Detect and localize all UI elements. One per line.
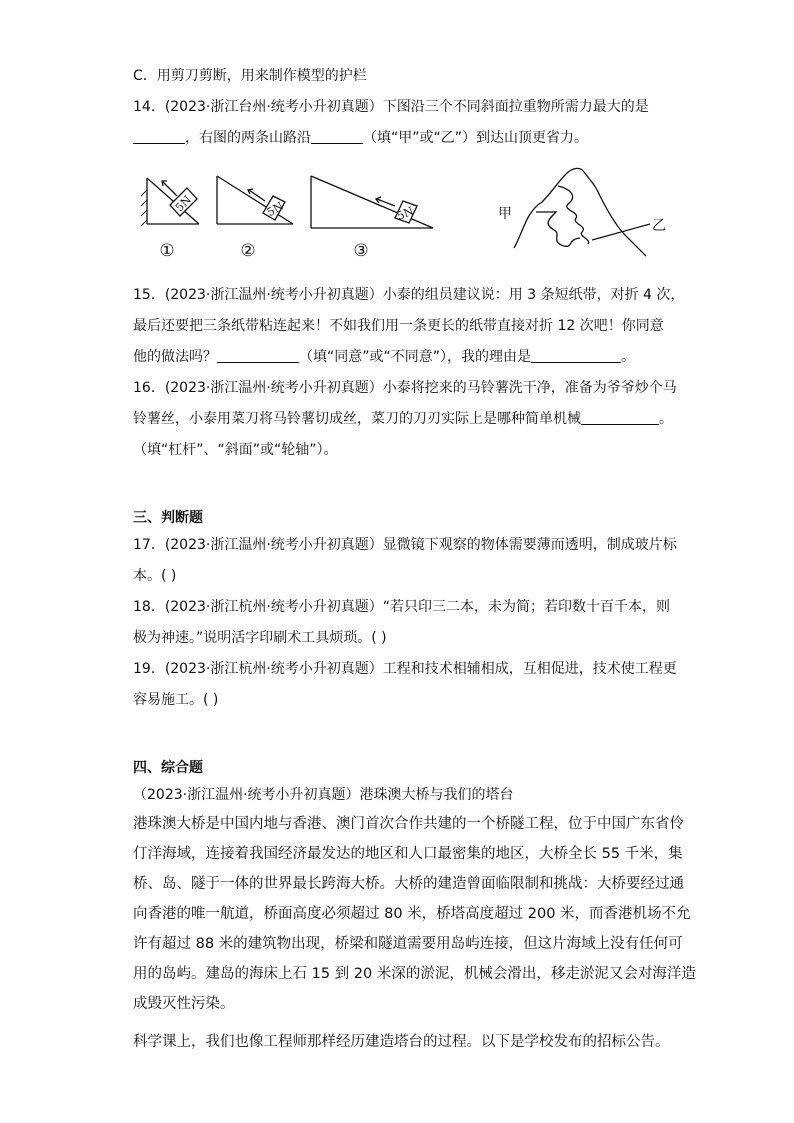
- question-17-line-1: 17．(2023·浙江温州·统考小升初真题）显微镜下观察的物体需要薄而透明，制成玻片标: [133, 537, 677, 553]
- answer-blank[interactable]: [217, 348, 299, 363]
- incline-caption-1: ①: [159, 241, 175, 261]
- passage-line-5: 许有超过 88 米的建筑物出现，桥梁和隧道需要用岛屿连接，但这片海域上没有任何可: [133, 936, 683, 952]
- incline-caption-3: ③: [353, 241, 369, 261]
- answer-blank[interactable]: [133, 129, 185, 144]
- question-16-line-1: 16．(2023·浙江温州·统考小升初真题）小泰将挖来的马铃薯洗干净，准备为爷爷炒个马: [133, 380, 677, 396]
- mountain-outline: [514, 168, 646, 256]
- question-20-source: （2023·浙江温州·统考小升初真题）港珠澳大桥与我们的塔台: [133, 787, 514, 803]
- force-label-3: 5N: [395, 204, 416, 223]
- passage-line-2: 仃洋海域，连接着我国经济最发达的地区和人口最密集的地区，大桥全长 55 千米，集: [133, 846, 683, 862]
- path-jia: [536, 212, 580, 246]
- option-c: C．用剪刀剪断，用来制作模型的护栏: [133, 68, 367, 84]
- path-label-yi: 乙: [652, 218, 666, 234]
- mountain-path-figure: [496, 160, 671, 260]
- incline-2: [217, 176, 293, 224]
- question-18-line-1: 18．(2023·浙江杭州·统考小升初真题）“若只印三二本，未为简；若印数十百千本，则: [133, 599, 671, 615]
- force-label-2: 5N: [264, 199, 286, 220]
- question-17-line-2: 本。( ): [133, 568, 177, 584]
- question-18-line-2: 极为神速。”说明活字印刷术工具烦琐。( ): [133, 630, 387, 646]
- question-19-line-1: 19．(2023·浙江杭州·统考小升初真题）工程和技术相辅相成，互相促进，技术使工程更: [133, 661, 677, 677]
- passage-line-7: 成毁灭性污染。: [133, 996, 235, 1012]
- passage-line-6: 用的岛屿。建岛的海床上石 15 到 20 米深的淤泥，机械会滑出，移走淤泥又会对海洋造: [133, 966, 696, 982]
- question-16-line-3: （填“杠杆”、“斜面”或“轮轴”）。: [133, 442, 338, 458]
- answer-blank[interactable]: [311, 129, 363, 144]
- path-yi-switchback: [558, 186, 589, 244]
- passage-line-8: 科学课上，我们也像工程师那样经历建造塔台的过程。以下是学校发布的招标公告。: [133, 1034, 670, 1050]
- section-3-heading: 三、判断题: [133, 510, 203, 526]
- passage-line-1: 港珠澳大桥是中国内地与香港、澳门首次合作共建的一个桥隧工程，位于中国广东省伶: [133, 816, 684, 832]
- force-label-1: 5N: [172, 193, 194, 215]
- question-15-line-3: 他的做法吗？ （填“同意”或“不同意”），我的理由是 。: [133, 349, 636, 365]
- question-15-line-2: 最后还要把三条纸带粘连起来！不如我们用一条更长的纸带直接对折 12 次吧！你同意: [133, 318, 664, 334]
- question-14-line-2: ，右图的两条山路沿 （填“甲”或“乙”）到达山顶更省力。: [133, 128, 588, 148]
- path-label-jia: 甲: [498, 206, 512, 222]
- passage-line-3: 桥、岛、隧于一体的世界最长跨海大桥。大桥的建造曾面临限制和挑战：大桥要经过通: [133, 876, 684, 892]
- question-15-line-1: 15．(2023·浙江温州·统考小升初真题）小泰的组员建议说：用 3 条短纸带，对折 4 次，: [133, 287, 685, 303]
- section-4-heading: 四、综合题: [133, 760, 203, 776]
- incline-caption-2: ②: [240, 241, 256, 261]
- answer-blank[interactable]: [531, 348, 621, 363]
- path-yi: [592, 224, 650, 240]
- question-19-line-2: 容易施工。( ): [133, 692, 219, 708]
- question-14-line-1: 14．(2023·浙江台州·统考小升初真题）下图沿三个不同斜面拉重物所需力最大的是: [133, 99, 649, 115]
- passage-line-4: 向香港的唯一航道，桥面高度必须超过 80 米，桥塔高度超过 200 米，而香港机场不允: [133, 906, 691, 922]
- answer-blank[interactable]: [581, 410, 659, 425]
- question-16-line-2: 铃薯丝，小泰用菜刀将马铃薯切成丝，菜刀的刀刃实际上是哪种简单机械 。: [133, 411, 673, 427]
- incline-3: [311, 176, 433, 228]
- incline-figure: [133, 168, 443, 268]
